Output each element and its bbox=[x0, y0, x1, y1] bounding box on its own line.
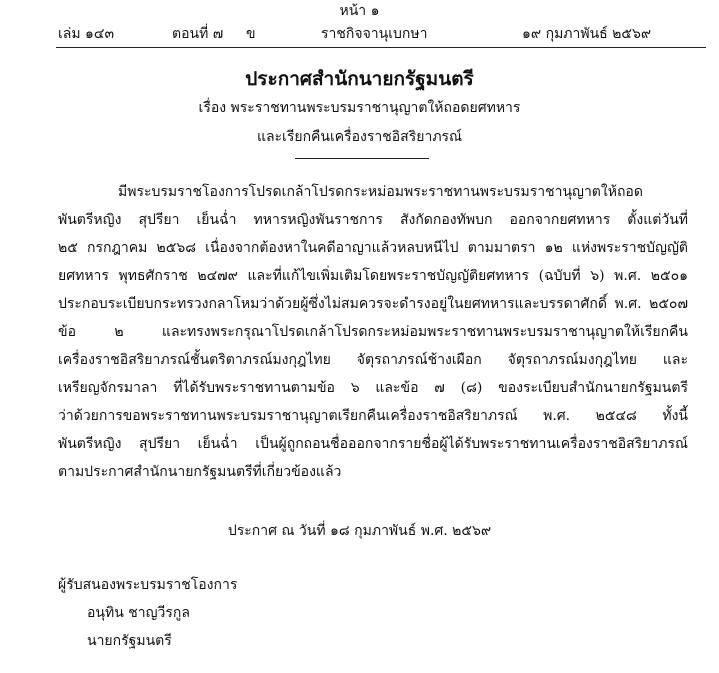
signer-position: นายกรัฐมนตรี bbox=[87, 633, 172, 649]
body-line: เครื่องราชอิสริยาภรณ์ชั้นตริตาภรณ์มงกุฎไทย จัตุรถาภรณ์ช้างเผือก จัตุรถาภรณ์มงกุฎไทย และ bbox=[58, 352, 688, 368]
body-line: ตามประกาศสำนักนายกรัฐมนตรีที่เกี่ยวข้องแล้ว bbox=[58, 464, 342, 480]
signer-name: อนุทิน ชาญวีรกูล bbox=[87, 605, 190, 621]
announcement-subject-continued: และเรียกคืนเครื่องราชอิสริยาภรณ์ bbox=[256, 129, 463, 145]
gazette-section: ตอนที่ ๗ bbox=[172, 26, 224, 42]
announcement-date: ประกาศ ณ วันที่ ๑๘ กุมภาพันธ์ พ.ศ. ๒๕๖๙ bbox=[227, 523, 492, 539]
header-divider bbox=[56, 47, 706, 48]
body-line: เหรียญจักรมาลา ที่ได้รับพระราชทานตามข้อ ๖ และข้อ ๗ (๘) ของระเบียบสำนักนายกรัฐมนตรี bbox=[58, 380, 688, 396]
body-line: ว่าด้วยการขอพระราชทานพระบรมราชานุญาตเรียกคืนเครื่องราชอิสริยาภรณ์ พ.ศ. ๒๕๔๘ ทั้งนี้ bbox=[58, 408, 688, 424]
gazette-volume: เล่ม ๑๔๓ bbox=[58, 26, 115, 42]
body-line: ประกอบระเบียบกระทรวงกลาโหมว่าด้วยผู้ซึ่งไม่สมควรจะดำรงอยู่ในยศทหารและบรรดาศักดิ์ พ.ศ. ๒๕๐๗ bbox=[58, 296, 688, 312]
announcement-title: ประกาศสำนักนายกรัฐมนตรี bbox=[245, 68, 474, 90]
body-line: ข้อ ๒ และทรงพระกรุณาโปรดเกล้าโปรดกระหม่อมพระราชทานพระบรมราชานุญาตให้เรียกคืน bbox=[58, 324, 688, 340]
title-divider bbox=[295, 158, 429, 159]
body-line: ยศทหาร พุทธศักราช ๒๔๗๙ และที่แก้ไขเพิ่มเติมโดยพระราชบัญญัติยศทหาร (ฉบับที่ ๖) พ.ศ. ๒๕๐๑ bbox=[58, 268, 688, 284]
page-number: หน้า ๑ bbox=[339, 3, 380, 19]
body-line: ๒๕ กรกฎาคม ๒๕๖๘ เนื่องจากต้องหาในคดีอาญาแล้วหลบหนีไป ตามมาตรา ๑๒ แห่งพระราชบัญญัติ bbox=[58, 240, 688, 256]
body-line: มีพระบรมราชโองการโปรดเกล้าโปรดกระหม่อมพระราชทานพระบรมราชานุญาตให้ถอด bbox=[118, 184, 643, 200]
countersign-label: ผู้รับสนองพระบรมราชโองการ bbox=[58, 577, 238, 593]
gazette-name: ราชกิจจานุเบกษา bbox=[321, 26, 428, 42]
gazette-date: ๑๙ กุมภาพันธ์ ๒๕๖๙ bbox=[522, 26, 652, 42]
announcement-subject: เรื่อง พระราชทานพระบรมราชานุญาตให้ถอดยศทหาร bbox=[198, 100, 521, 116]
gazette-header bbox=[0, 0, 719, 50]
gazette-part: ข bbox=[246, 26, 256, 42]
body-line: พันตรีหญิง สุปรียา เย็นฉ่ำ ทหารหญิงพันราชการ สังกัดกองทัพบก ออกจากยศทหาร ตั้งแต่วันที่ bbox=[58, 212, 688, 228]
body-line: พันตรีหญิง สุปรียา เย็นฉ่ำ เป็นผู้ถูกถอนชื่อออกจากรายชื่อผู้ได้รับพระราชทานเครื่องราชอิสริยาภรณ์ bbox=[58, 436, 688, 452]
